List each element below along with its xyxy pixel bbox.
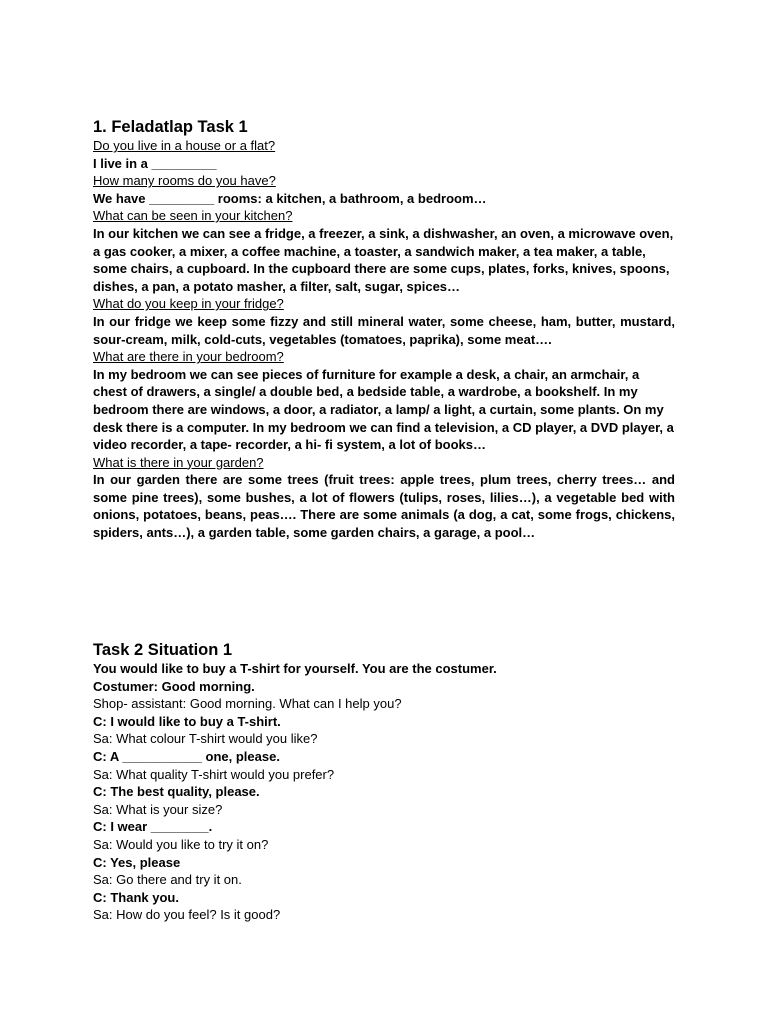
answer-2: We have _________ rooms: a kitchen, a bathroom, a bedroom… [93, 190, 487, 206]
answer-3: In our kitchen we can see a fridge, a freezer, a sink, a dishwasher, an oven, a microwave oven, a gas cooker, a mixer, a coffee machine, a toaster, a sandwich maker, a tea maker, a table, some chairs, a cupboard. In the cupboard there are some cups, plates, forks, knives, spoons, dishes, a pan, a potato masher, a filter, salt, sugar, spices… [93, 225, 674, 294]
dialogue-line: C: Thank you. [93, 889, 179, 905]
answer-1: I live in a _________ [93, 155, 217, 171]
dialogue-line: Sa: What quality T-shirt would you prefer? [93, 766, 335, 782]
task2-section [93, 640, 675, 924]
dialogue-line: C: I would like to buy a T-shirt. [93, 713, 281, 729]
task2-intro: You would like to buy a T-shirt for yourself. You are the costumer. [93, 661, 497, 676]
answer-5: In my bedroom we can see pieces of furniture for example a desk, a chair, an armchair, a chest of drawers, a single/ a double bed, a bedside table, a wardrobe, a bookshelf. In my bedroom there are windows, a door, a radiator, a lamp/ a light, a curtain, some plants. On my desk there is a computer. In my bedroom we can find a television, a CD player, a DVD player, a video recorder, a tape- recorder, a hi- fi system, a lot of books… [93, 366, 674, 453]
dialogue-line: C: A ___________ one, please. [93, 748, 280, 764]
task1-title: 1. Feladatlap Task 1 [93, 118, 248, 136]
answer-6: In our garden there are some trees (fruit trees: apple trees, plum trees, cherry trees… and some pine trees), some bushes, a lot of flowers (tulips, roses, lilies…), a vegetable bed with onions, potatoes, beans, peas…. There are some animals (a dog, a cat, some frogs, chickens, spiders, ants…), a garden table, some garden chairs, a garage, a pool… [93, 472, 675, 541]
dialogue-line: Sa: Would you like to try it on? [93, 836, 269, 852]
task1-section [93, 117, 675, 542]
question-3: What can be seen in your kitchen? [93, 208, 293, 224]
dialogue [93, 678, 675, 924]
dialogue-line: Sa: What colour T-shirt would you like? [93, 731, 318, 747]
question-5: What are there in your bedroom? [93, 349, 284, 365]
dialogue-line: Sa: How do you feel? Is it good? [93, 907, 281, 923]
dialogue-line: C: I wear ________. [93, 819, 213, 835]
question-4: What do you keep in your fridge? [93, 296, 284, 312]
question-6: What is there in your garden? [93, 454, 264, 470]
answer-4: In our fridge we keep some fizzy and still mineral water, some cheese, ham, butter, mustard, sour-cream, milk, cold-cuts, vegetables (tomatoes, paprika), some meat…. [93, 313, 675, 347]
dialogue-line: Sa: Go there and try it on. [93, 872, 242, 888]
dialogue-line: C: The best quality, please. [93, 784, 260, 800]
dialogue-line: Shop- assistant: Good morning. What can I help you? [93, 696, 402, 712]
dialogue-line: Costumer: Good morning. [93, 678, 255, 694]
dialogue-line: Sa: What is your size? [93, 801, 223, 817]
dialogue-line: C: Yes, please [93, 854, 181, 870]
task2-title: Task 2 Situation 1 [93, 641, 233, 659]
question-2: How many rooms do you have? [93, 173, 276, 189]
question-1: Do you live in a house or a flat? [93, 138, 276, 153]
